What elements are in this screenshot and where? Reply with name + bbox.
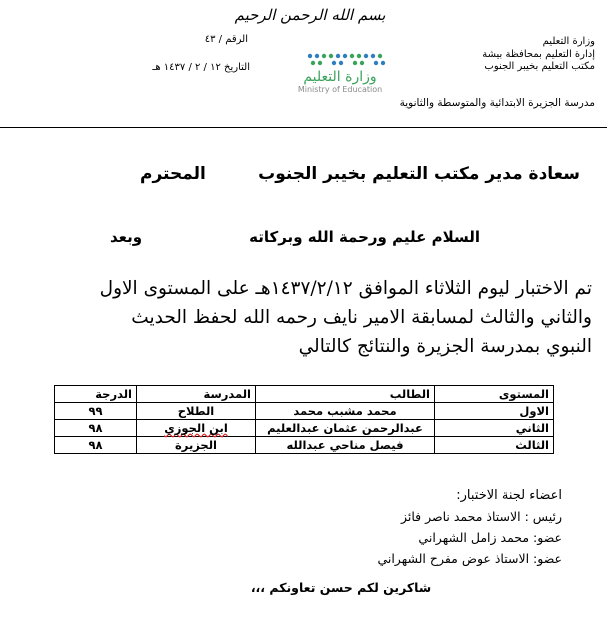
cell-level: الثاني bbox=[435, 420, 554, 437]
cell-school: الجزيرة bbox=[137, 437, 256, 454]
ministry-header-lines bbox=[385, 36, 595, 74]
basmala: بسم الله الرحمن الرحيم bbox=[234, 6, 386, 24]
results-table bbox=[54, 385, 554, 454]
cell-student: محمد مشبب محمد bbox=[256, 403, 435, 420]
school-name: مدرسة الجزيرة الابتدائية والمتوسطة والثانوية bbox=[399, 97, 595, 109]
reference-number: الرقم / ٤٣ bbox=[204, 34, 248, 45]
addressee-line bbox=[140, 164, 580, 188]
directorate-line: إدارة التعليم بمحافظة بيشة bbox=[482, 48, 595, 60]
header-school: المدرسة bbox=[137, 386, 256, 403]
header-score: الدرجة bbox=[55, 386, 137, 403]
cell-student: فيصل مناحي عبدالله bbox=[256, 437, 435, 454]
cell-student: عبدالرحمن عثمان عبدالعليم bbox=[256, 420, 435, 437]
table-row bbox=[55, 437, 554, 454]
table-header-row bbox=[55, 386, 554, 403]
closing-thanks: شاكرين لكم حسن تعاونكم ،،، bbox=[250, 580, 432, 595]
logo-dot-grid bbox=[308, 54, 385, 65]
body-paragraph: تم الاختبار ليوم الثلاثاء الموافق ١٤٣٧/٢/١٢هـ على المستوى الاول والثاني والثالث لمسابقة الامير نايف رحمه الله لحفظ الحديث النبوي بمدرسة الجزيرة والنتائج كالتالي bbox=[99, 278, 592, 357]
committee-member: رئيس : الاستاذ محمد ناصر فائز bbox=[400, 509, 562, 524]
committee-member: عضو: محمد زامل الشهراني bbox=[418, 530, 562, 545]
header-divider bbox=[0, 127, 607, 128]
cell-score: ٩٨ bbox=[55, 420, 137, 437]
cell-level: الاول bbox=[435, 403, 554, 420]
office-line: مكتب التعليم بخيبر الجنوب bbox=[484, 61, 595, 72]
cell-score: ٩٨ bbox=[55, 437, 137, 454]
header-student: الطالب bbox=[256, 386, 435, 403]
cell-school: الطلاح bbox=[137, 403, 256, 420]
greeting-line bbox=[110, 228, 480, 252]
addressee-title: سعادة مدير مكتب التعليم بخيبر الجنوب bbox=[258, 164, 580, 184]
salutation-closing: وبعد bbox=[110, 228, 143, 246]
table-row bbox=[55, 403, 554, 420]
letter-date: التاريخ ١٢ / ٢ / ١٤٣٧ هـ bbox=[152, 62, 250, 73]
header-level: المستوى bbox=[435, 386, 554, 403]
logo-arabic-text: وزارة التعليم bbox=[303, 69, 377, 85]
ministry-logo-graphic bbox=[240, 50, 410, 96]
salutation: السلام عليم ورحمة الله وبركاته bbox=[249, 228, 480, 246]
committee-heading: اعضاء لجنة الاختبار: bbox=[456, 488, 562, 503]
committee-member: عضو: الاستاذ عوض مفرح الشهراني bbox=[377, 551, 562, 566]
committee-section bbox=[262, 485, 562, 569]
logo-english-text: Ministry of Education bbox=[297, 85, 383, 94]
cell-score: ٩٩ bbox=[55, 403, 137, 420]
ministry-line: وزارة التعليم bbox=[542, 36, 595, 47]
cell-school: ابن الجوزي bbox=[137, 420, 256, 437]
cell-level: الثالث bbox=[435, 437, 554, 454]
ministry-logo bbox=[240, 50, 410, 96]
addressee-honorific: المحترم bbox=[140, 164, 206, 184]
table-row bbox=[55, 420, 554, 437]
